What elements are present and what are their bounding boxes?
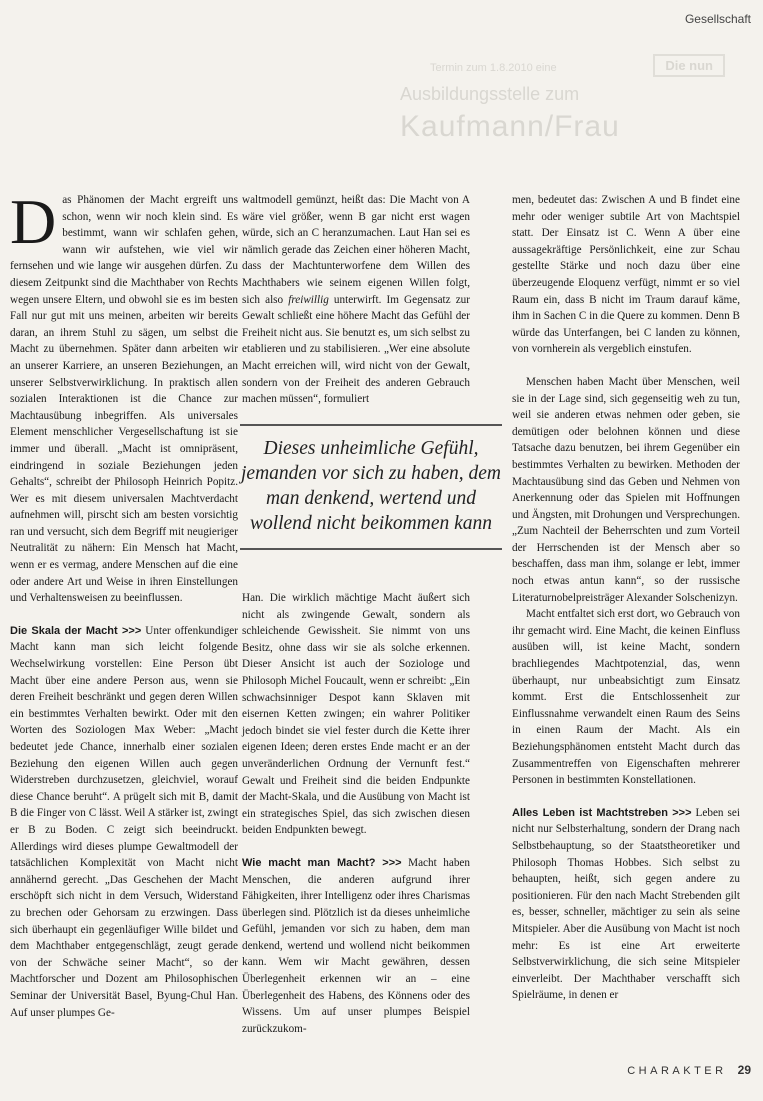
intro-text: as Phänomen der Macht ergreift uns schon, wenn wir noch klein sind. Es bestimmt, wann wir schlafen gehen, wann wir aufstehen, wie viel wir fernsehen und wie lange wir ausgehen dürfen. Zu diesem Zeitpunkt sind die Machthaber von Rechts wegen unsere Eltern, und obwohl sie es im besten Fall nur gut mit uns meinen, arbeiten wir bereits daran, an ihrem Stuhl zu sägen, um selbst die Macht zu übernehmen. Später dann arbeiten wir an unserer Karriere, an unseren Beziehungen, an unserer Selbstverwirklichung. In praktisch allen sozialen Interaktionen ist die Chance zur Machtausübung inbegriffen. Als universales Element menschlicher Vergesellschaftung ist sie immer und überall. „Macht ist omnipräsent, eindringend in soziale Beziehungen jeden Gehalts“, schreibt der Philosoph Heinrich Popitz. Wer es mit diesem universalen Machtverdacht aufnehmen will, pirscht sich am besten vorsichtig ran und versucht, sich dem Begriff mit neugieriger Neutralität zu nähern: Ein Mensch hat Macht, wenn er es vermag, andere Menschen auf die eine oder andere Art und Weise in ihren Einstellungen und Verhaltensweisen zu beeinflussen.	[10, 194, 238, 605]
subhead-skala: Die Skala der Macht >>>	[10, 624, 142, 637]
article-column-2-lower	[242, 590, 470, 1037]
article-column-1	[10, 186, 238, 1021]
page-number: 29	[737, 1063, 751, 1077]
column-3-paragraph-1: men, bedeutet das: Zwischen A und B findet eine mehr oder weniger subtile Art von Machtspiel statt. Der Einsatz ist C. Wenn A über eine aussagekräftige Persönlichkeit, eine zur Schau gestellte Stärke und noch dazu über eine überzeugende Eloquenz verfügt, nimmt er so viel Raum ein, dass B nicht im Traum darauf käme, ihm in Sachen C in die Quere zu kommen. Denn B würde das Unterfangen, bei C landen zu können, von vornherein als vergeblich einstufen.	[512, 194, 740, 356]
section-label: Gesellschaft	[684, 12, 751, 26]
intro-paragraph	[10, 186, 238, 607]
article-column-3	[512, 192, 740, 1004]
ghost-line-1: Termin zum 1.8.2010 eine	[430, 62, 557, 74]
column-2-text-b: unterwirft. Im Gegensatz zur Gewalt schließt eine höhere Macht das Gefühl der Freiheit nicht aus. Sie benutzt es, um sich selbst zu etablieren und zu stabilisieren. „Wer eine absolute Macht erreichen will, wird nicht von der Gewalt, sondern von der Freiheit des anderen Gebrauch machen müssen“, formuliert	[242, 293, 470, 406]
drop-cap: D	[10, 186, 57, 257]
paragraph-wie-macht	[242, 855, 470, 1038]
show-through-ad	[380, 48, 755, 148]
article-column-2	[242, 192, 470, 408]
paragraph-skala	[10, 623, 238, 1021]
paragraph-alles-leben	[512, 805, 740, 1004]
ghost-stamp: Die nun	[653, 54, 725, 77]
pull-quote: Dieses unheimliche Gefühl, jemanden vor sich zu haben, dem man denkend, wertend und wollend nicht beikommen kann	[240, 424, 502, 550]
magazine-name: CHARAKTER	[627, 1065, 727, 1077]
alles-leben-text: Leben sei nicht nur Selbsterhaltung, sondern der Drang nach Selbstbehauptung, so der Staatstheoretiker und Philosoph Thomas Hobbes. Sich selbst zu behaupten, heißt, sich gegen andere zu positionieren. Für den nach Macht Strebenden gilt es, besser, schneller, mächtiger zu sein als seine Mitspieler. Aber die Ausübung von Macht ist noch mehr: Es ist eine Art erweiterte Selbstverwirklichung, die sich seine Mitspieler einverleibt. Der Machthaber verschafft sich Spielräume, in denen er	[512, 806, 740, 1002]
skala-text: Unter offenkundiger Macht kann man sich leicht folgende Wechselwirkung vorstellen: Eine Person übt Macht über eine andere Person aus, wenn sie deren Freiheit beschränkt und gegen deren Willen ein bestimmtes Verhalten bewirkt. Oder mit den Worten des Soziologen Max Weber: „Macht bedeutet jede Chance, innerhalb einer sozialen Beziehung den eigenen Willen auch gegen Widerstreben durchzusetzen, gleichviel, worauf diese Chance beruht“. A prügelt sich mit B, damit B die Finger von C lässt. Weil A stärker ist, zwingt er B zu Boden. C zeigt sich beeindruckt. Allerdings wird dieses plumpe Gewaltmodell der tatsächlichen Komplexität von Macht nicht annähernd gerecht. „Das Geschehen der Macht erschöpft sich nicht in dem Versuch, Widerstand zu brechen oder Gehorsam zu erzwingen. Dass sich überhaupt ein gegenläufiger Wille bildet und dem Machthaber entgegenschlägt, zeugt gerade von der Schwäche seiner Macht“, so der Machtforscher und Dozent am Philosophischen Seminar der Universität Basel, Byung-Chul Han. Auf unser plumpes Ge-	[10, 624, 238, 1019]
subhead-alles-leben: Alles Leben ist Machtstreben >>>	[512, 806, 692, 819]
ghost-line-3: Kaufmann/Frau	[400, 110, 620, 143]
column-3-paragraph-2: Menschen haben Macht über Menschen, weil sie in der Lage sind, sich gegenseitig weh zu tun, weil sie anderen etwas nehmen oder geben, sie demütigen oder belohnen können und diese Tatsache dazu benutzen, bei ihrem Gegenüber ein bestimmtes Verhalten zu bewirken. Methoden der Machtausübung sind das Geben und Nehmen von Anerkennung oder das Spielen mit Hoffnungen und Ängsten, mit Drohungen und Versprechungen. „Zum Nachteil der Beherrschten und zum Vorteil der Herrschenden ist der Mensch aber so beschaffen, dass man ihm, solange er lebt, immer noch etwas antun kann“, so der russische Literaturnobelpreisträger Alexander Solschenizyn.	[512, 375, 740, 604]
wie-macht-text: Macht haben Menschen, die anderen aufgrund ihrer Fähigkeiten, ihrer Intelligenz oder ihres Charismas überlegen sind. Plötzlich ist da dieses unheimliche Gefühl, jemanden vor sich zu haben, dem man denkend, wertend und wollend nicht beikommen kann. Wem wir Macht gewähren, dessen Überlegenheit erkennen wir an – eine Überlegenheit des Habens, des Könnens oder des Wissens. Um auf unser plumpes Beispiel zurückzukom-	[242, 856, 470, 1035]
emphasis-freiwillig: freiwillig	[288, 293, 329, 306]
ghost-line-2: Ausbildungsstelle zum	[400, 84, 580, 104]
column-2-paragraph-2: Han. Die wirklich mächtige Macht äußert sich nicht als zwingende Gewalt, sondern als schleichende Gewissheit. Sie nimmt von uns Besitz, ohne dass wir sie als solche erkennen. Dieser Ansicht ist auch der Soziologe und Philosoph Michel Foucault, wenn er schreibt: „Ein schwachsinniger Despot kann Sklaven mit eisernen Ketten zwingen; ein wahrer Politiker jedoch bindet sie viel fester durch die Kette ihrer eigenen Ideen; deren erstes Ende macht er an der unveränderlichen Ordnung der Vernunft fest.“ Gewalt und Freiheit sind die beiden Endpunkte der Macht-Skala, und die Ausübung von Macht ist ein strategisches Spiel, das sich zwischen diesen beiden Endpunkten bewegt.	[242, 592, 470, 837]
column-2-paragraph-1	[242, 192, 470, 408]
page-footer	[627, 1063, 751, 1077]
column-2-text-a: waltmodell gemünzt, heißt das: Die Macht von A wäre viel größer, wenn B gar nicht erst wagen würde, sich an C heranzumachen. Laut Han sei es nämlich gerade das Zeichen einer höheren Macht, dass der Machtunterworfene dem Willen des Machthabers wie seinem eigenen Willen folgt, sich also	[242, 194, 470, 306]
column-3-paragraph-3: Macht entfaltet sich erst dort, wo Gebrauch von ihr gemacht wird. Eine Macht, die keinen Einfluss ausüben will, ist keine Macht, sondern brachliegendes Machtpotenzial, das, wenn überhaupt, nur unbeabsichtigt zum Einsatz kommt. Erst die Entschlossenheit zur Einflussnahme verwandelt einen Raum des Seins in einen Raum der Macht. Als ein Beziehungsphänomen entsteht Macht durch das Zusammentreffen von Eigenschaften mehrerer Personen in bestimmten Konstellationen.	[512, 608, 740, 787]
subhead-wie-macht: Wie macht man Macht? >>>	[242, 856, 402, 869]
